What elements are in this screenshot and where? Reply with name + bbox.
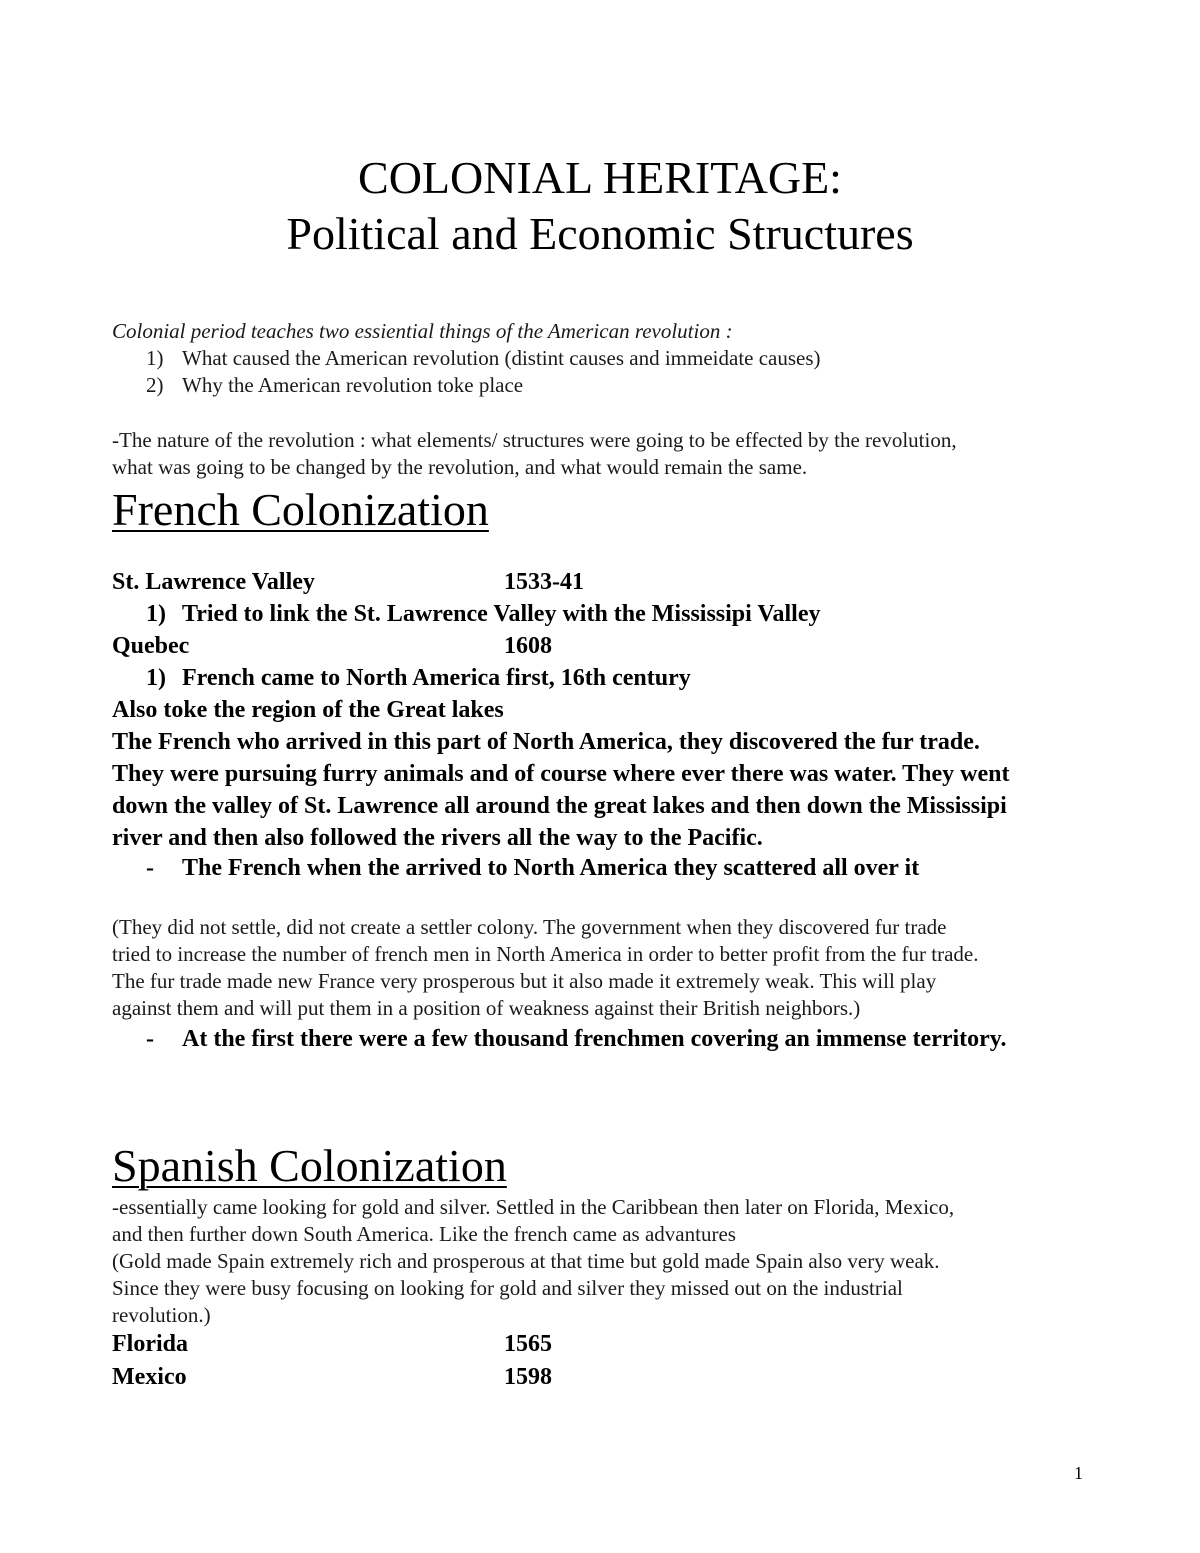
spanish-heading: Spanish Colonization (112, 1140, 507, 1191)
spanish-row-florida (112, 1329, 552, 1360)
french-paren-line-2: tried to increase the number of french men in North America in order to better profit from the fur trade. (112, 942, 979, 966)
document-title: COLONIAL HERITAGE: (358, 152, 842, 203)
french-paren-line-1: (They did not settle, did not create a settler colony. The government when they discovered fur trade (112, 915, 947, 939)
french-bullet-1-text: The French when the arrived to North America they scattered all over it (182, 855, 920, 881)
spanish-row-2-year: 1598 (504, 1364, 552, 1390)
spanish-line-5: revolution.) (112, 1303, 211, 1327)
french-bullet-2-dash: - (146, 1026, 154, 1052)
french-bullet-2 (146, 1024, 1006, 1055)
french-row-quebec (112, 631, 552, 662)
intro-item-2-text: Why the American revolution toke place (182, 373, 524, 397)
french-row-2-year: 1608 (504, 633, 552, 659)
spanish-row-2-place: Mexico (112, 1364, 187, 1390)
french-row-1-item-text: Tried to link the St. Lawrence Valley with the Mississipi Valley (182, 601, 821, 627)
intro-item-1-number: 1) (146, 346, 164, 370)
french-row-1-year: 1533-41 (504, 569, 584, 595)
intro-item-1 (146, 345, 821, 372)
french-paren-line-3: The fur trade made new France very prosperous but it also made it extremely weak. This will play (112, 969, 937, 993)
french-paren-line-4: against them and will put them in a position of weakness against their British neighbors.) (112, 996, 861, 1020)
intro-lead: Colonial period teaches two essiential things of the American revolution : (112, 319, 733, 343)
spanish-row-mexico (112, 1362, 552, 1393)
french-bullet-1-dash: - (146, 855, 154, 881)
french-line-2: The French who arrived in this part of North America, they discovered the fur trade. (112, 729, 980, 755)
french-bullet-1 (146, 853, 919, 884)
spanish-line-1: -essentially came looking for gold and silver. Settled in the Caribbean then later on Florida, Mexico, (112, 1195, 955, 1219)
french-heading: French Colonization (112, 484, 489, 535)
french-line-3: They were pursuing furry animals and of course where ever there was water. They went (112, 761, 1010, 787)
french-row-2-item (146, 663, 691, 694)
french-row-2-item-number: 1) (146, 665, 166, 691)
nature-line-1: -The nature of the revolution : what elements/ structures were going to be effected by the revolution, (112, 428, 957, 452)
french-line-1: Also toke the region of the Great lakes (112, 697, 504, 723)
spanish-line-3: (Gold made Spain extremely rich and prosperous at that time but gold made Spain also very weak. (112, 1249, 940, 1273)
french-row-2-place: Quebec (112, 633, 190, 659)
nature-line-2: what was going to be changed by the revolution, and what would remain the same. (112, 455, 808, 479)
french-bullet-2-text: At the first there were a few thousand frenchmen covering an immense territory. (182, 1026, 1007, 1052)
spanish-row-1-year: 1565 (504, 1331, 552, 1357)
french-row-1-item-number: 1) (146, 601, 166, 627)
document-subtitle: Political and Economic Structures (286, 208, 914, 259)
french-line-5: river and then also followed the rivers all the way to the Pacific. (112, 825, 763, 851)
french-row-1-place: St. Lawrence Valley (112, 569, 315, 595)
french-line-4: down the valley of St. Lawrence all around the great lakes and then down the Mississipi (112, 793, 1007, 819)
spanish-line-2: and then further down South America. Like the french came as advantures (112, 1222, 736, 1246)
intro-item-2 (146, 372, 523, 399)
spanish-row-1-place: Florida (112, 1331, 188, 1357)
spanish-line-4: Since they were busy focusing on looking for gold and silver they missed out on the industrial (112, 1276, 903, 1300)
french-row-2-item-text: French came to North America first, 16th century (182, 665, 691, 691)
french-row-st-lawrence (112, 567, 584, 598)
intro-item-1-text: What caused the American revolution (distint causes and immeidate causes) (182, 346, 821, 370)
intro-item-2-number: 2) (146, 373, 164, 397)
page-number: 1 (1074, 1463, 1083, 1483)
french-row-1-item (146, 599, 821, 630)
